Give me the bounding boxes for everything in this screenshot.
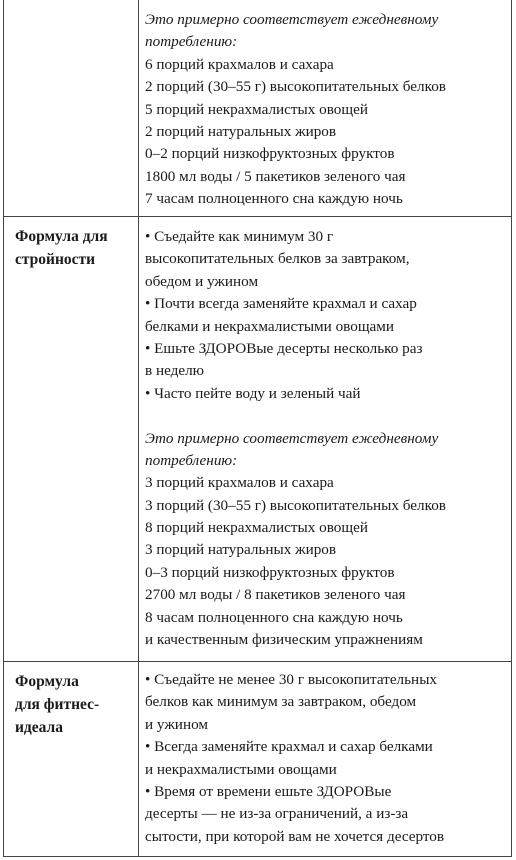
bullet-line: десерты — не из-за ограничений, а из-за: [145, 805, 409, 823]
list-item: 2 порций (30–55 г) высокопитательных белков: [145, 78, 446, 96]
bullet-line: и ужином: [145, 715, 208, 733]
label-line: для фитнес-: [15, 696, 100, 713]
list-item: 1800 мл воды / 5 пакетиков зеленого чая: [145, 167, 406, 185]
bullet-line: • Часто пейте воду и зеленый чай: [145, 384, 361, 402]
row3-content: [145, 669, 509, 848]
nutrition-table: [3, 0, 512, 857]
list-item: 3 порций крахмалов и сахара: [145, 474, 334, 492]
bullet-line: • Время от времени ешьте ЗДОРОВые: [145, 782, 392, 800]
bullet-line: в неделю: [145, 362, 205, 380]
bullet-line: • Съедайте как минимум 30 г: [145, 228, 334, 245]
label-line: идеала: [15, 719, 63, 736]
intro-line: Это примерно соответствует ежедневному: [145, 11, 439, 28]
label-line: стройности: [15, 251, 96, 268]
bullet-line: • Ешьте ЗДОРОВые десерты несколько раз: [145, 339, 423, 357]
intro-line: потреблению:: [145, 33, 238, 51]
list-item: 0–3 порций низкофруктозных фруктов: [145, 563, 395, 581]
bullet-line: • Съедайте не менее 30 г высокопитательных: [145, 671, 437, 688]
bullet-line: и некрахмалистыми овощами: [145, 760, 337, 778]
list-item: 0–2 порций низкофруктозных фруктов: [145, 145, 395, 163]
row1-content: [145, 9, 509, 211]
label-line: Формула для: [15, 228, 108, 245]
bullet-line: • Почти всегда заменяйте крахмал и сахар: [145, 295, 417, 313]
list-item: 5 порций некрахмалистых овощей: [145, 100, 368, 118]
bullet-line: обедом и ужином: [145, 272, 259, 290]
intro-line: потреблению:: [145, 451, 238, 469]
label-line: Формула: [15, 673, 79, 690]
row2-content: [145, 226, 509, 651]
bullet-line: белков как минимум за завтраком, обедом: [145, 693, 417, 711]
row-divider: [4, 216, 511, 217]
intro-line: Это примерно соответствует ежедневному: [145, 429, 439, 447]
list-item: и качественным физическим упражнениям: [145, 631, 423, 649]
bullet-line: белками и некрахмалистыми овощами: [145, 317, 395, 335]
row3-label: [15, 670, 130, 739]
spacer: [145, 405, 509, 427]
list-item: 6 порций крахмалов и сахара: [145, 55, 334, 73]
bullet-line: сытости, при которой вам не хочется десертов: [145, 827, 445, 845]
bullet-line: высокопитательных белков за завтраком,: [145, 250, 410, 268]
column-divider: [138, 0, 139, 856]
bullet-line: • Всегда заменяйте крахмал и сахар белками: [145, 738, 433, 756]
row-divider: [4, 661, 511, 662]
list-item: 7 часам полноценного сна каждую ночь: [145, 190, 403, 208]
row2-label: [15, 225, 130, 271]
list-item: 8 часам полноценного сна каждую ночь: [145, 608, 403, 626]
list-item: 3 порций натуральных жиров: [145, 541, 337, 559]
list-item: 3 порций (30–55 г) высокопитательных белков: [145, 496, 446, 514]
list-item: 2 порций натуральных жиров: [145, 122, 337, 140]
list-item: 8 порций некрахмалистых овощей: [145, 519, 368, 537]
list-item: 2700 мл воды / 8 пакетиков зеленого чая: [145, 586, 406, 604]
